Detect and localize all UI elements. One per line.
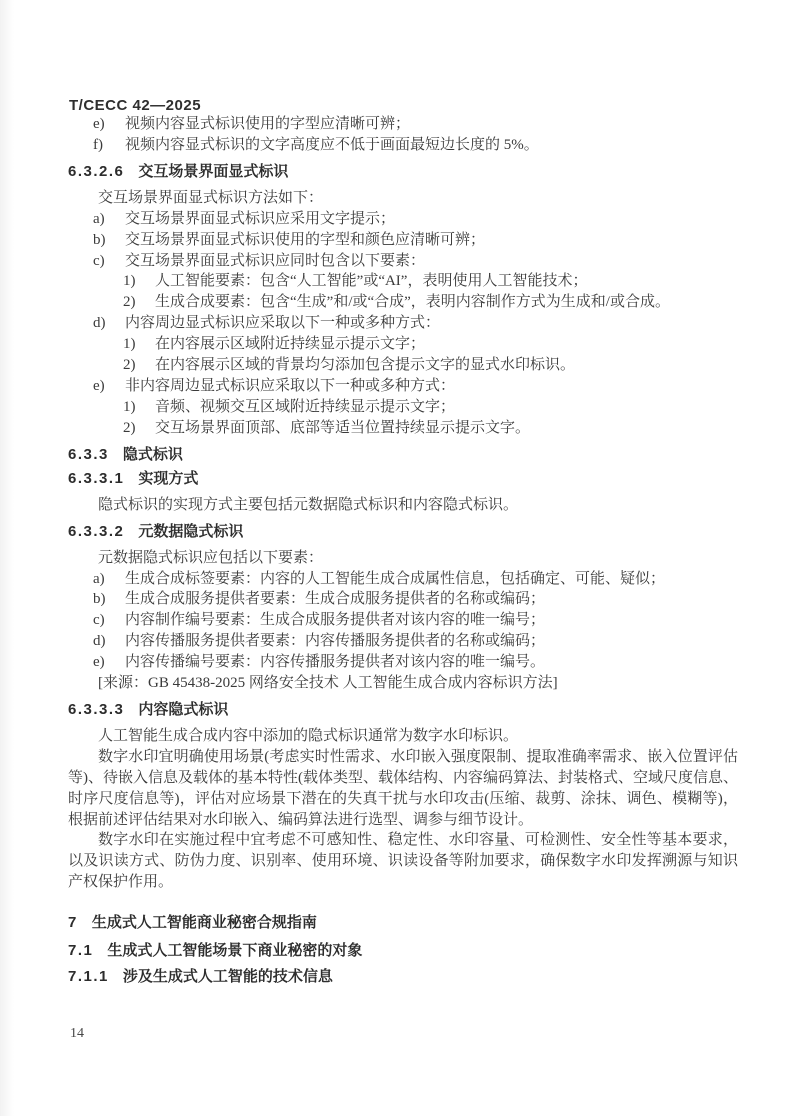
- list-item-marker: b): [93, 591, 106, 608]
- section-heading: [68, 471, 738, 487]
- section-heading: [68, 447, 738, 463]
- list-item-text: 内容制作编号要素：生成合成服务提供者对该内容的唯一编号；: [125, 612, 546, 629]
- list-item-marker: c): [93, 612, 105, 629]
- list-item-marker: c): [93, 252, 105, 269]
- list-item-marker: e): [93, 377, 105, 394]
- list-item: [93, 610, 738, 631]
- section-number: 7: [68, 914, 78, 932]
- list-item: [93, 376, 738, 397]
- list-item-text: 内容传播服务提供者要素：内容传播服务提供者的名称或编码；: [125, 633, 546, 650]
- list-item-text: 视频内容显式标识的文字高度应不低于画面最短边长度的 5%。: [125, 136, 539, 153]
- section-heading: [68, 915, 738, 931]
- list-item-text: 内容周边显式标识应采取以下一种或多种方式：: [125, 315, 441, 332]
- section-number: 6.3.3.2: [68, 522, 125, 540]
- list-item-marker: d): [93, 633, 106, 650]
- section-title: 生成式人工智能商业秘密合规指南: [91, 914, 317, 932]
- section-number: 6.3.3: [68, 445, 109, 463]
- list-item: [123, 397, 738, 418]
- list-item-text: 生成合成标签要素：内容的人工智能生成合成属性信息，包括确定、可能、疑似；: [125, 570, 666, 587]
- section-number: 7.1.1: [68, 968, 109, 986]
- section-title: 隐式标识: [122, 445, 183, 463]
- list-item: [123, 292, 738, 313]
- list-item-marker: b): [93, 231, 106, 248]
- section-number: 6.3.2.6: [68, 162, 125, 180]
- section-title: 元数据隐式标识: [138, 522, 244, 540]
- paragraph: 元数据隐式标识应包括以下要素：: [98, 549, 324, 566]
- page-left-scan-shadow: [0, 0, 14, 1116]
- list-item-marker: 1): [123, 273, 136, 290]
- paragraph: 人工智能生成合成内容中添加的隐式标识通常为数字水印标识。: [98, 727, 519, 744]
- page-number: 14: [70, 1026, 84, 1041]
- list-item-marker: e): [93, 116, 105, 132]
- list-item: [93, 589, 738, 610]
- section-title: 生成式人工智能场景下商业秘密的对象: [107, 942, 363, 960]
- list-item: [123, 271, 738, 292]
- list-item-text: 生成合成要素：包含“生成”和/或“合成”，表明内容制作方式为生成和/或合成。: [155, 294, 670, 311]
- list-item-marker: f): [93, 136, 103, 153]
- list-item-text: 生成合成服务提供者要素：生成合成服务提供者的名称或编码；: [125, 591, 546, 608]
- list-item-text: 在内容展示区域附近持续显示提示文字；: [155, 336, 426, 353]
- section-heading: [68, 943, 738, 959]
- list-item-text: 交互场景界面显式标识使用的字型和颜色应清晰可辨；: [125, 231, 486, 248]
- list-item: [93, 114, 738, 135]
- list-item-text: 交互场景界面显式标识应同时包含以下要素：: [125, 252, 426, 269]
- paragraph: 隐式标识的实现方式主要包括元数据隐式标识和内容隐式标识。: [98, 496, 519, 513]
- list-item-marker: 1): [123, 398, 136, 415]
- list-item-marker: d): [93, 315, 106, 332]
- list-item-text: 交互场景界面顶部、底部等适当位置持续显示提示文字。: [155, 419, 531, 436]
- list-item-marker: e): [93, 654, 105, 671]
- list-item: [93, 135, 738, 156]
- list-item-text: 非内容周边显式标识应采取以下一种或多种方式：: [125, 377, 456, 394]
- list-item: [93, 652, 738, 673]
- section-heading: [68, 524, 738, 540]
- list-item: [93, 569, 738, 590]
- list-item-marker: 2): [123, 294, 136, 311]
- list-item-marker: 1): [123, 336, 136, 353]
- document-body: [68, 114, 738, 993]
- list-item: [123, 418, 738, 439]
- section-number: 6.3.3.3: [68, 700, 125, 718]
- list-item-text: 视频内容显式标识使用的字型应清晰可辨；: [125, 116, 411, 132]
- list-item-text: 音频、视频交互区域附近持续显示提示文字；: [155, 398, 456, 415]
- list-item: [93, 230, 738, 251]
- list-item: [93, 209, 738, 230]
- list-item: [93, 251, 738, 272]
- list-item: [123, 355, 738, 376]
- paragraph: 交互场景界面显式标识方法如下：: [98, 189, 324, 206]
- list-item-text: 在内容展示区域的背景均匀添加包含提示文字的显式水印标识。: [155, 357, 576, 374]
- paragraph: 数字水印在实施过程中宜考虑不可感知性、稳定性、水印容量、可检测性、安全性等基本要求，以及识读方式、防伪力度、识别率、使用环境、识读设备等附加要求，确保数字水印发挥溯源与知识产权保护作用。: [68, 832, 738, 891]
- list-item-text: 人工智能要素：包含“人工智能”或“AI”，表明使用人工智能技术；: [155, 273, 588, 290]
- section-title: 内容隐式标识: [138, 700, 229, 718]
- list-item-text: 内容传播编号要素：内容传播服务提供者对该内容的唯一编号。: [125, 654, 546, 671]
- standard-number-header: T/CECC 42—2025: [69, 97, 202, 114]
- section-title: 涉及生成式人工智能的技术信息: [122, 968, 333, 986]
- section-number: 6.3.3.1: [68, 469, 125, 487]
- list-item-marker: a): [93, 210, 105, 227]
- section-heading: [68, 969, 738, 985]
- section-title: 实现方式: [138, 469, 199, 487]
- section-title: 交互场景界面显式标识: [138, 162, 289, 180]
- list-item-marker: 2): [123, 357, 136, 374]
- section-heading: [68, 702, 738, 718]
- section-number: 7.1: [68, 942, 94, 960]
- list-item-marker: 2): [123, 419, 136, 436]
- source-reference: [来源：GB 45438-2025 网络安全技术 人工智能生成合成内容标识方法]: [98, 675, 558, 692]
- list-item: [93, 631, 738, 652]
- list-item: [93, 313, 738, 334]
- list-item: [123, 334, 738, 355]
- section-heading: [68, 164, 738, 180]
- list-item-marker: a): [93, 570, 105, 587]
- list-item-text: 交互场景界面显式标识应采用文字提示；: [125, 210, 396, 227]
- paragraph: 数字水印宜明确使用场景(考虑实时性需求、水印嵌入强度限制、提取准确率需求、嵌入位置评估等)、待嵌入信息及载体的基本特性(载体类型、载体结构、内容编码算法、封装格式、空域尺度信息、时序尺度信息等)，评估对应场景下潜在的失真干扰与水印攻击(压缩、裁剪、涂抹、调色、模糊等)，根据前述评估结果对水印嵌入、编码算法进行选型、调参与细节设计。: [68, 748, 738, 828]
